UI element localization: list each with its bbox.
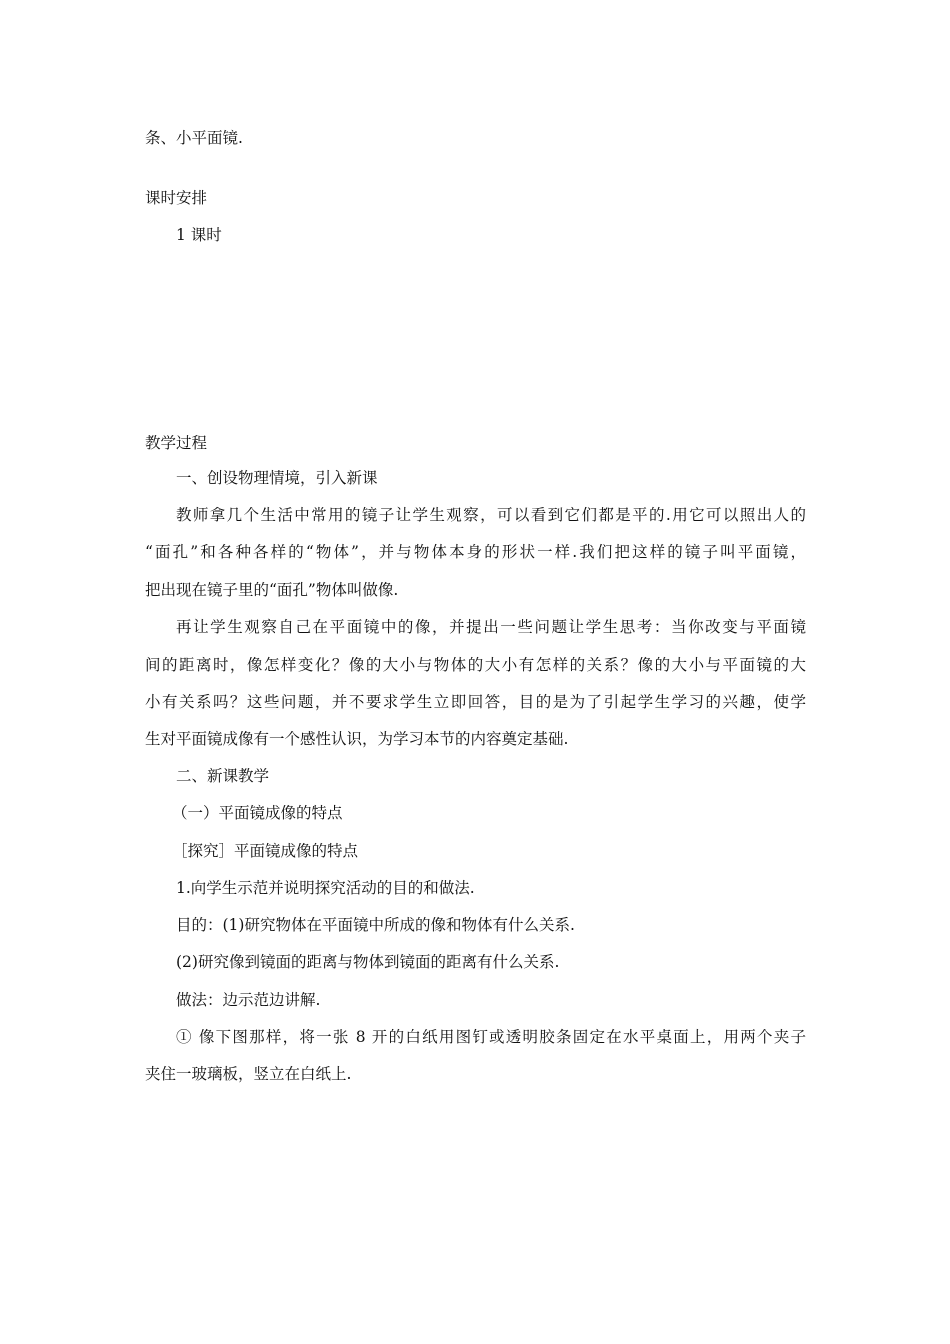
paragraph-line: 把出现在镜子里的“面孔”物体叫做像. — [145, 581, 399, 599]
subheading: ［探究］平面镜成像的特点 — [172, 842, 359, 860]
paragraph-line: “面孔”和各种各样的“物体”，并与物体本身的形状一样.我们把这样的镜子叫平面镜， — [145, 543, 806, 561]
subheading: 一、创设物理情境，引入新课 — [176, 469, 378, 487]
section-heading: 课时安排 — [145, 189, 208, 207]
text-line: 做法：边示范边讲解. — [176, 991, 321, 1009]
paragraph-line: 间的距离时，像怎样变化？像的大小与物体的大小有怎样的关系？像的大小与平面镜的大 — [145, 656, 806, 674]
text-line: 目的：(1)研究物体在平面镜中所成的像和物体有什么关系. — [176, 916, 575, 934]
subheading: （一）平面镜成像的特点 — [172, 804, 343, 822]
text-line: 条、小平面镜. — [145, 129, 243, 147]
paragraph-line: 小有关系吗？这些问题，并不要求学生立即回答，目的是为了引起学生学习的兴趣，使学 — [145, 693, 806, 711]
subheading: 二、新课教学 — [176, 767, 270, 785]
text-line: (2)研究像到镜面的距离与物体到镜面的距离有什么关系. — [176, 953, 560, 971]
section-heading: 教学过程 — [145, 434, 208, 452]
text-line: 1 课时 — [176, 226, 222, 244]
paragraph-line: 教师拿几个生活中常用的镜子让学生观察，可以看到它们都是平的.用它可以照出人的 — [176, 506, 806, 524]
paragraph-line: 生对平面镜成像有一个感性认识，为学习本节的内容奠定基础. — [145, 730, 569, 748]
paragraph-line: ① 像下图那样，将一张 8 开的白纸用图钉或透明胶条固定在水平桌面上，用两个夹子 — [176, 1028, 806, 1046]
list-item: 1.向学生示范并说明探究活动的目的和做法. — [176, 879, 475, 897]
paragraph-line: 夹住一玻璃板，竖立在白纸上. — [145, 1065, 352, 1083]
paragraph-line: 再让学生观察自己在平面镜中的像，并提出一些问题让学生思考：当你改变与平面镜 — [176, 618, 806, 636]
